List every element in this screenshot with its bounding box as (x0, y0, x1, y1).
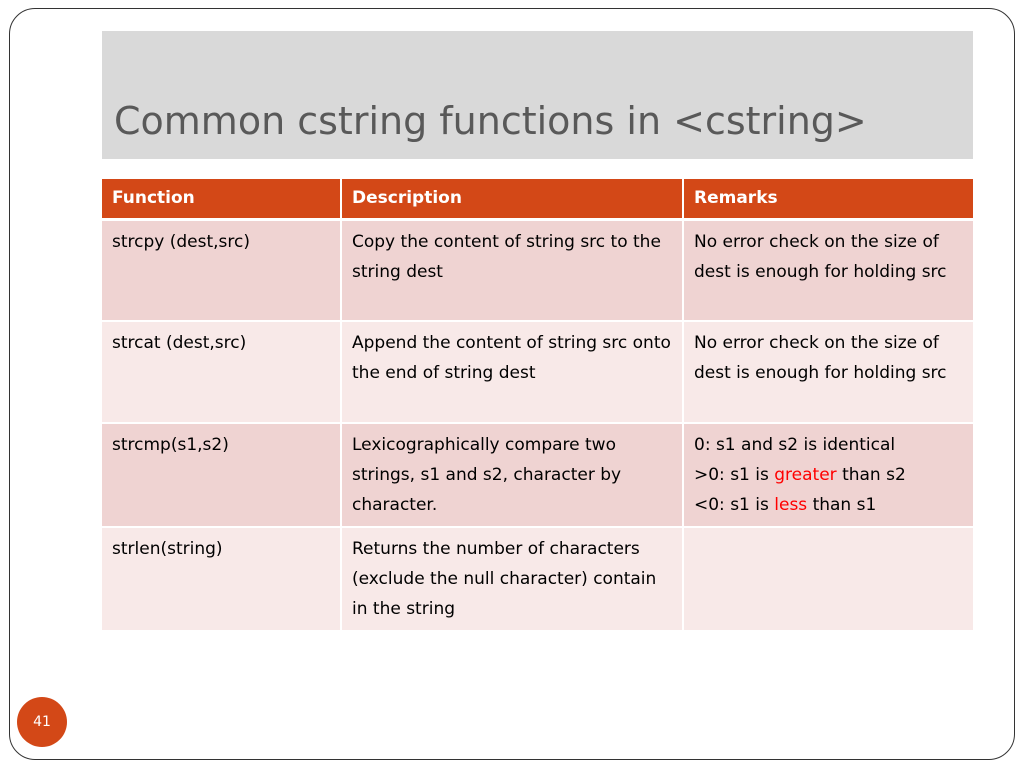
remark-highlight-greater: greater (774, 465, 837, 485)
remarks-cell: No error check on the size of dest is enough for holding src (683, 219, 973, 321)
functions-table (102, 179, 973, 632)
function-cell: strlen(string) (102, 527, 341, 631)
table-row (102, 527, 973, 631)
remark-line: 0: s1 and s2 is identical (694, 435, 896, 455)
description-cell: Append the content of string src onto the end of string dest (341, 321, 683, 423)
remarks-cell (683, 423, 973, 527)
function-cell: strcmp(s1,s2) (102, 423, 341, 527)
slide-title: Common cstring functions in <cstring> (114, 99, 867, 144)
remarks-cell: No error check on the size of dest is enough for holding src (683, 321, 973, 423)
description-cell: Lexicographically compare two strings, s1 and s2, character by character. (341, 423, 683, 527)
description-cell: Returns the number of characters (exclude the null character) contain in the string (341, 527, 683, 631)
function-cell: strcpy (dest,src) (102, 219, 341, 321)
header-remarks: Remarks (683, 179, 973, 219)
remark-prefix: >0: s1 is (694, 465, 775, 485)
remark-suffix: than s2 (836, 465, 906, 485)
table-row (102, 423, 973, 527)
remarks-cell (683, 527, 973, 631)
table-header-row (102, 179, 973, 219)
page-number-badge: 41 (17, 697, 67, 747)
remark-suffix: than s1 (807, 495, 877, 515)
remark-line (694, 490, 964, 520)
function-cell: strcat (dest,src) (102, 321, 341, 423)
description-cell: Copy the content of string src to the string dest (341, 219, 683, 321)
table-row (102, 321, 973, 423)
header-function: Function (102, 179, 341, 219)
table-row (102, 219, 973, 321)
remark-line (694, 460, 964, 490)
title-bar (102, 31, 973, 159)
remark-highlight-less: less (774, 495, 808, 515)
remark-prefix: <0: s1 is (694, 495, 775, 515)
header-description: Description (341, 179, 683, 219)
